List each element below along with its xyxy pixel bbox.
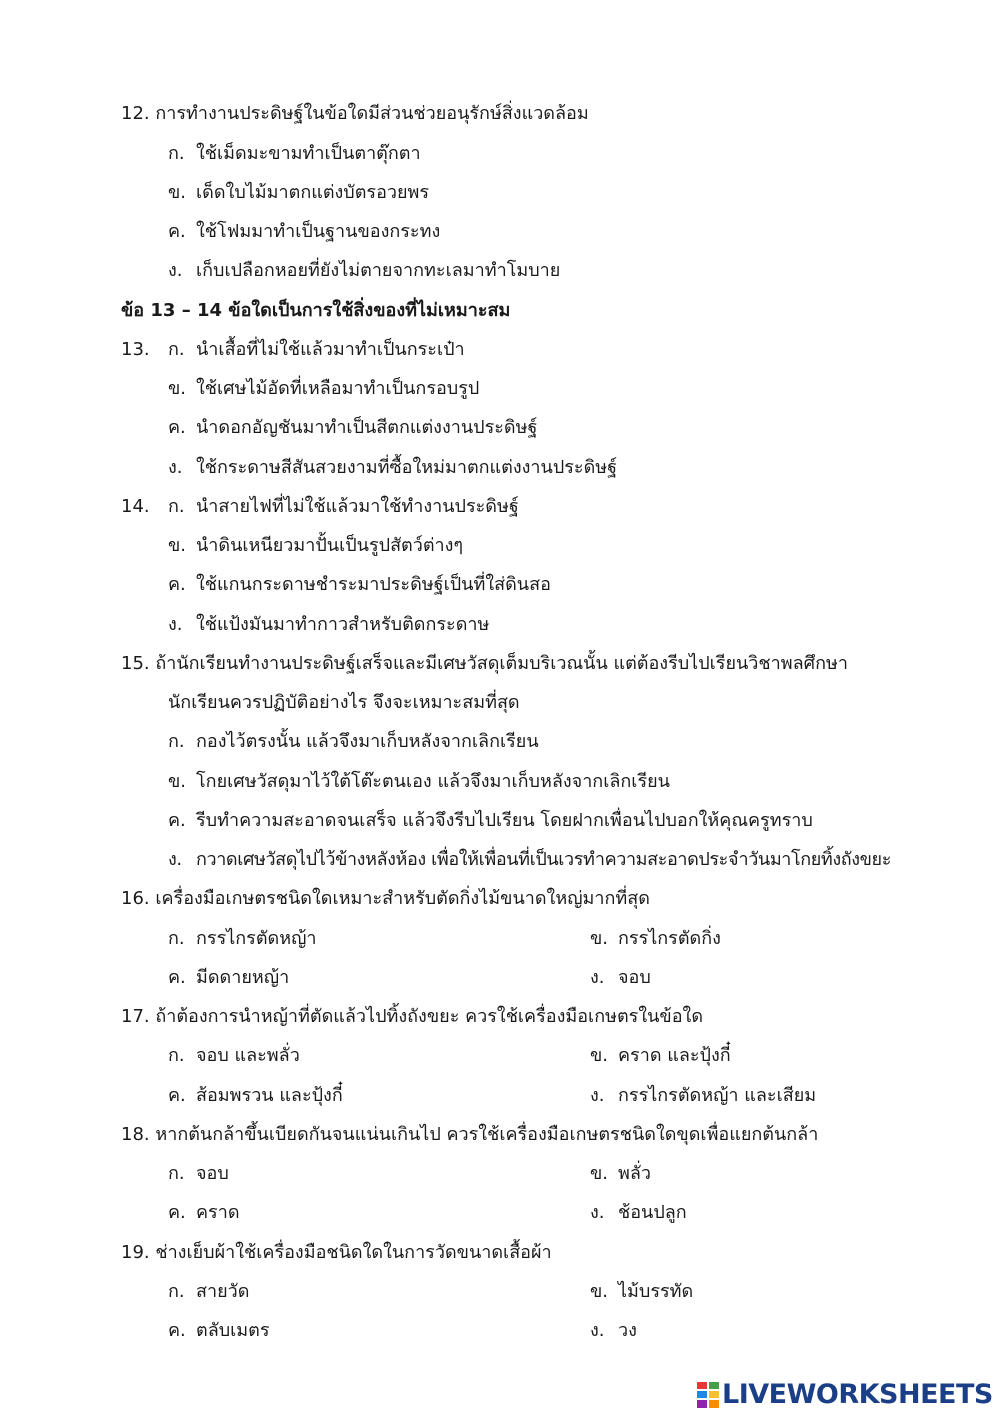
option-label: ก. (168, 496, 185, 517)
option-label: ง. (590, 967, 605, 988)
q15-option-a[interactable] (168, 729, 539, 755)
q14-option-d[interactable] (168, 612, 489, 638)
q17-option-c[interactable] (168, 1083, 343, 1109)
option-text: ใช้แป้งมันมาทำกาวสำหรับติดกระดาษ (196, 614, 490, 635)
option-text: วง (618, 1320, 637, 1341)
liveworksheets-wordmark: LIVEWORKSHEETS (722, 1379, 993, 1410)
option-label: ค. (168, 1202, 186, 1223)
option-label: ง. (590, 1085, 605, 1106)
option-text: โกยเศษวัสดุมาไว้ใต้โต๊ะตนเอง แล้วจึงมาเก็บหลังจากเลิกเรียน (196, 771, 670, 792)
option-label: ค. (168, 417, 186, 438)
option-text: ใช้แกนกระดาษชำระมาประดิษฐ์เป็นที่ใส่ดินสอ (196, 574, 551, 595)
logo-tile-5 (697, 1400, 707, 1408)
option-label: ค. (168, 1320, 186, 1341)
logo-tile-4 (709, 1391, 719, 1398)
option-text: เด็ดใบไม้มาตกแต่งบัตรอวยพร (196, 182, 430, 203)
q16-option-c[interactable] (168, 965, 289, 991)
option-label: ง. (168, 457, 183, 478)
option-text: ใช้เศษไม้อัดที่เหลือมาทำเป็นกรอบรูป (196, 378, 480, 399)
option-label: ข. (168, 378, 187, 399)
q18-option-a[interactable] (168, 1161, 229, 1187)
q13-option-a[interactable] (121, 337, 465, 363)
logo-tile-6 (709, 1400, 719, 1408)
q17-option-d[interactable] (590, 1083, 816, 1109)
option-text: มีดดายหญ้า (196, 967, 290, 988)
q15-option-d[interactable] (168, 847, 891, 873)
option-text: เก็บเปลือกหอยที่ยังไม่ตายจากทะเลมาทำโมบาย (196, 260, 561, 281)
option-label: ง. (590, 1320, 605, 1341)
option-text: ส้อมพรวน และปุ้งกี๋ (196, 1085, 343, 1106)
q15-option-c[interactable] (168, 808, 813, 834)
option-label: ก. (168, 143, 185, 164)
option-text: ใช้เม็ดมะขามทำเป็นตาตุ๊กตา (196, 143, 421, 164)
option-label: ก. (168, 1045, 185, 1066)
question-15-line-2: นักเรียนควรปฏิบัติอย่างไร จึงจะเหมาะสมที่สุด (168, 692, 520, 713)
option-text: ไม้บรรทัด (618, 1281, 694, 1302)
q15-option-b[interactable] (168, 769, 670, 795)
q12-option-b[interactable] (168, 180, 429, 206)
option-text: ใช้กระดาษสีสันสวยงามที่ซื้อใหม่มาตกแต่งงานประดิษฐ์ (196, 457, 618, 478)
option-text: นำเสื้อที่ไม่ใช้แล้วมาทำเป็นกระเป๋า (196, 339, 465, 360)
question-17: 17. ถ้าต้องการนำหญ้าที่ตัดแล้วไปทิ้งถังขยะ ควรใช้เครื่องมือเกษตรในข้อใด (121, 1006, 704, 1027)
logo-tile-1 (697, 1382, 707, 1389)
option-text: ตลับเมตร (196, 1320, 270, 1341)
section-heading-13-14: ข้อ 13 – 14 ข้อใดเป็นการใช้สิ่งของที่ไม่เหมาะสม (121, 300, 511, 321)
option-label: ข. (590, 1045, 609, 1066)
liveworksheets-watermark (697, 1378, 993, 1412)
question-18: 18. หากต้นกล้าขึ้นเบียดกันจนแน่นเกินไป ควรใช้เครื่องมือเกษตรชนิดใดขุดเพื่อแยกต้นกล้า (121, 1124, 819, 1145)
q12-option-a[interactable] (168, 141, 421, 167)
q18-option-c[interactable] (168, 1200, 240, 1226)
option-label: ข. (168, 182, 187, 203)
option-label: ก. (168, 1163, 185, 1184)
option-label: ก. (168, 928, 185, 949)
option-label: ข. (590, 928, 609, 949)
q19-option-c[interactable] (168, 1318, 270, 1344)
option-text: กรรไกรตัดหญ้า (196, 928, 317, 949)
option-label: ง. (168, 849, 182, 870)
option-label: ค. (168, 1085, 186, 1106)
option-label: ค. (168, 221, 186, 242)
q19-option-a[interactable] (168, 1279, 249, 1305)
q13-option-c[interactable] (168, 415, 537, 441)
option-label: ก. (168, 731, 185, 752)
option-label: ค. (168, 574, 186, 595)
option-text: จอบ (618, 967, 651, 988)
option-label: ข. (590, 1163, 609, 1184)
logo-tile-2 (709, 1382, 719, 1389)
question-12: 12. การทำงานประดิษฐ์ในข้อใดมีส่วนช่วยอนุรักษ์สิ่งแวดล้อม (121, 103, 589, 124)
logo-tile-3 (697, 1391, 707, 1398)
option-text: กองไว้ตรงนั้น แล้วจึงมาเก็บหลังจากเลิกเรียน (196, 731, 539, 752)
q18-option-b[interactable] (590, 1161, 651, 1187)
option-text: คราด และปุ้งกี๋ (618, 1045, 731, 1066)
option-label: ง. (590, 1202, 605, 1223)
option-text: นำสายไฟที่ไม่ใช้แล้วมาใช้ทำงานประดิษฐ์ (196, 496, 519, 517)
liveworksheets-logo-icon (697, 1382, 719, 1408)
q17-option-b[interactable] (590, 1043, 731, 1069)
option-text: จอบ และพลั่ว (196, 1045, 300, 1066)
option-label: ข. (168, 771, 187, 792)
option-text: กรรไกรตัดหญ้า และเสียม (618, 1085, 817, 1106)
option-label: ง. (168, 614, 183, 635)
option-text: สายวัด (196, 1281, 250, 1302)
option-label: ง. (168, 260, 183, 281)
option-text: กวาดเศษวัสดุไปไว้ข้างหลังห้อง เพื่อให้เพื่อนที่เป็นเวรทำความสะอาดประจำวันมาโกยทิ้งถังขยะ (196, 849, 891, 870)
q14-option-a[interactable] (121, 494, 519, 520)
q12-option-c[interactable] (168, 219, 440, 245)
q19-option-d[interactable] (590, 1318, 637, 1344)
option-label: ข. (168, 535, 187, 556)
q16-option-d[interactable] (590, 965, 651, 991)
q19-option-b[interactable] (590, 1279, 693, 1305)
q16-option-a[interactable] (168, 926, 317, 952)
option-text: จอบ (196, 1163, 229, 1184)
question-15-line-1: 15. ถ้านักเรียนทำงานประดิษฐ์เสร็จและมีเศษวัสดุเต็มบริเวณนั้น แต่ต้องรีบไปเรียนวิชาพลศึกษา (121, 653, 848, 674)
q18-option-d[interactable] (590, 1200, 687, 1226)
option-label: ค. (168, 967, 186, 988)
q14-option-b[interactable] (168, 533, 463, 559)
q16-option-b[interactable] (590, 926, 721, 952)
q13-option-d[interactable] (168, 455, 617, 481)
question-number: 14. (121, 496, 150, 517)
q17-option-a[interactable] (168, 1043, 300, 1069)
option-text: ช้อนปลูก (618, 1202, 687, 1223)
option-text: นำดอกอัญชันมาทำเป็นสีตกแต่งงานประดิษฐ์ (196, 417, 538, 438)
question-19: 19. ช่างเย็บผ้าใช้เครื่องมือชนิดใดในการวัดขนาดเสื้อผ้า (121, 1242, 552, 1263)
q13-option-b[interactable] (168, 376, 479, 402)
option-text: คราด (196, 1202, 240, 1223)
option-text: พลั่ว (618, 1163, 652, 1184)
option-text: นำดินเหนียวมาปั้นเป็นรูปสัตว์ต่างๆ (196, 535, 464, 556)
option-text: รีบทำความสะอาดจนเสร็จ แล้วจึงรีบไปเรียน โดยฝากเพื่อนไปบอกให้คุณครูทราบ (196, 810, 813, 831)
q12-option-d[interactable] (168, 258, 560, 284)
option-label: ก. (168, 1281, 185, 1302)
option-text: ใช้โฟมมาทำเป็นฐานของกระทง (196, 221, 441, 242)
option-label: ก. (168, 339, 185, 360)
question-16: 16. เครื่องมือเกษตรชนิดใดเหมาะสำหรับตัดกิ่งไม้ขนาดใหญ่มากที่สุด (121, 888, 650, 909)
option-label: ข. (590, 1281, 609, 1302)
option-label: ค. (168, 810, 186, 831)
q14-option-c[interactable] (168, 572, 551, 598)
question-number: 13. (121, 339, 150, 360)
option-text: กรรไกรตัดกิ่ง (618, 928, 721, 949)
